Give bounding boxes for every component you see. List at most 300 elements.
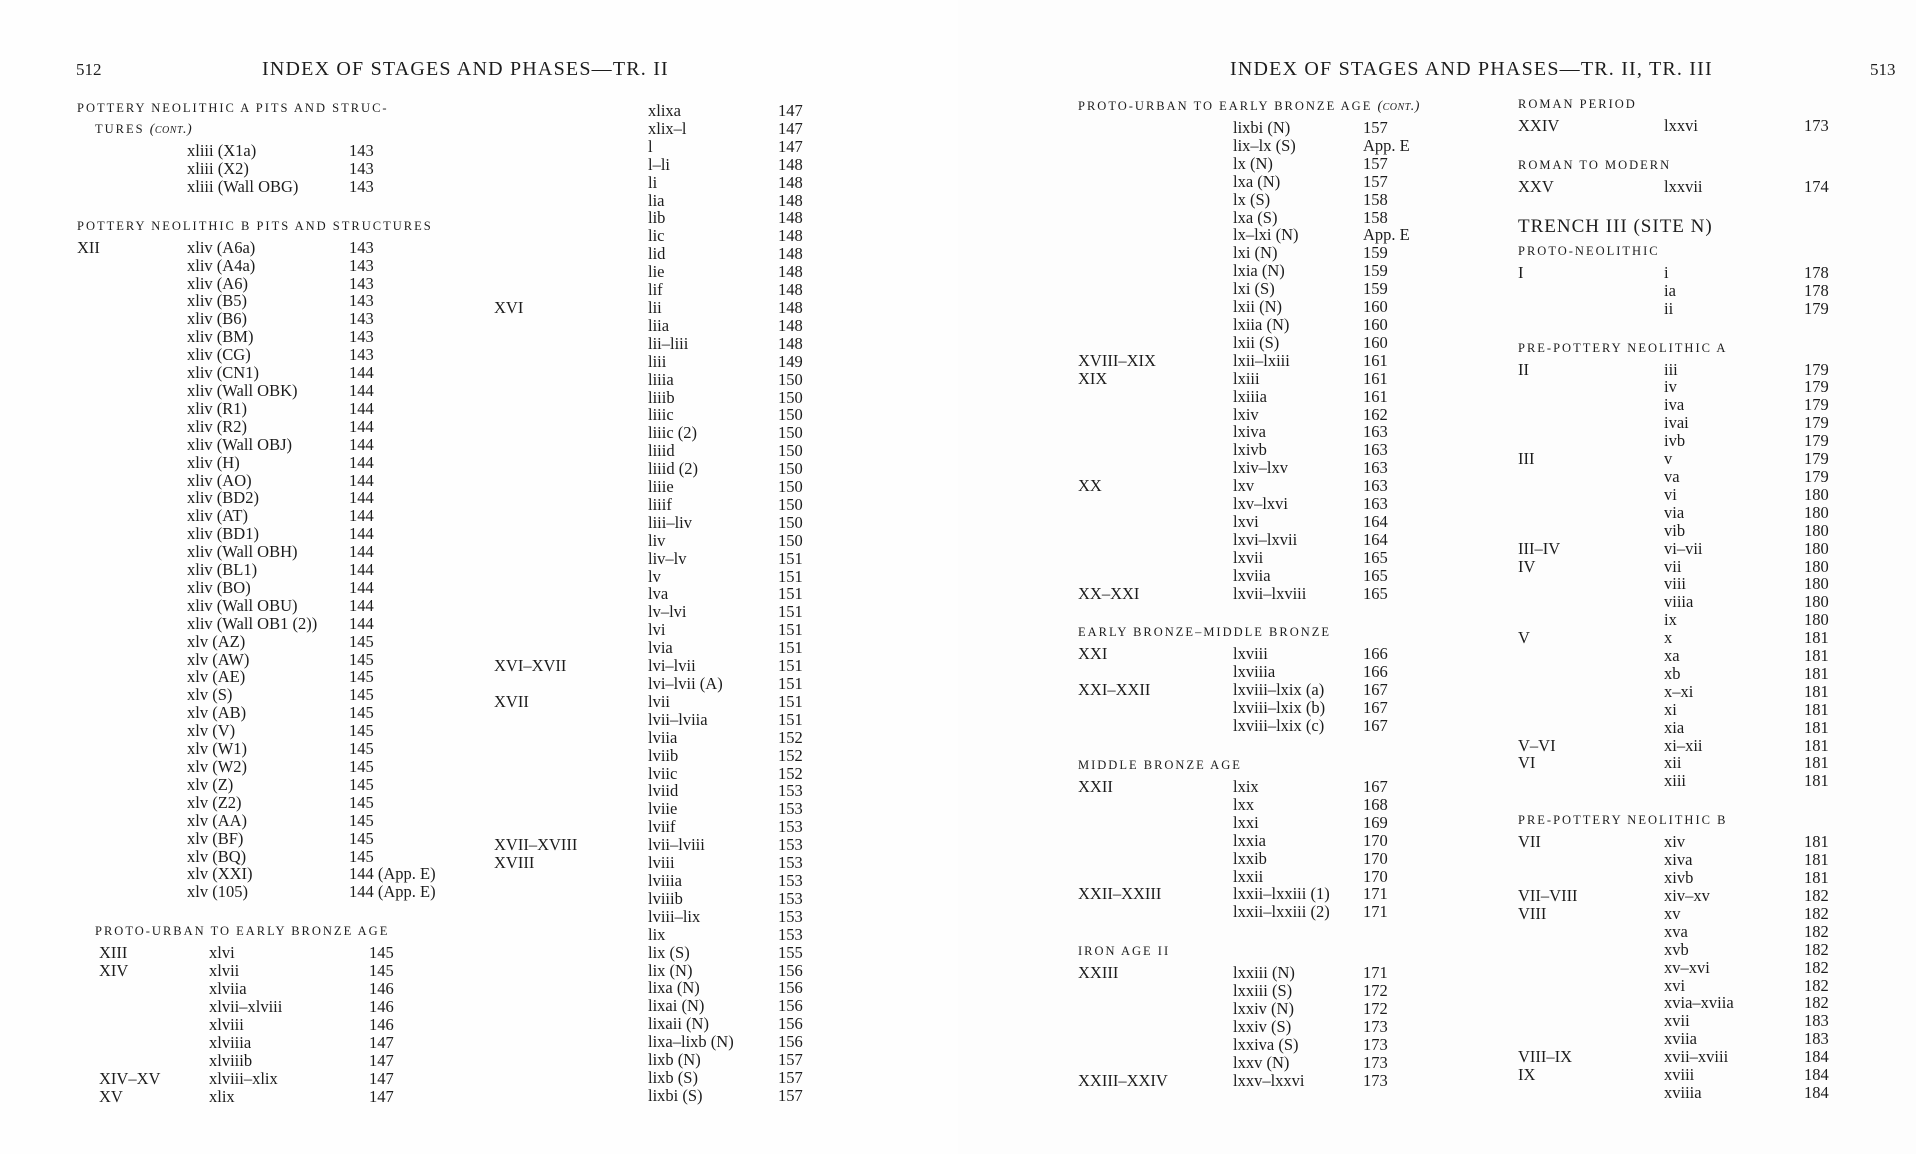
- page-cell: 150: [778, 459, 803, 479]
- page-cell: 145: [349, 649, 374, 669]
- page-cell: 167: [1363, 680, 1388, 700]
- section-heading-text: PROTO-URBAN TO EARLY BRONZE AGE: [1078, 99, 1373, 113]
- phase-cell: xliii (Wall OBG): [187, 176, 299, 196]
- stage-cell: [494, 1015, 648, 1033]
- page-cell: 159: [1363, 279, 1388, 299]
- index-row: [1078, 298, 1443, 316]
- page-cell: 165: [1363, 583, 1388, 603]
- index-block: [77, 218, 489, 902]
- phase-cell: lxxii–lxxiii (1): [1233, 884, 1330, 904]
- rows: [1078, 964, 1443, 1089]
- page-cell: 144: [349, 363, 374, 383]
- phase-cell: lvii–lviia: [648, 709, 708, 729]
- stage-cell: [77, 561, 187, 579]
- stage-cell: [1078, 298, 1233, 316]
- page-cell: 184: [1804, 1065, 1829, 1085]
- stage-cell: [494, 353, 648, 371]
- page-cell: 153: [778, 817, 803, 837]
- index-row: [1078, 244, 1443, 262]
- phase-cell: lxxvii: [1664, 176, 1703, 196]
- index-row: [1518, 178, 1864, 196]
- page-cell: 150: [778, 512, 803, 532]
- stage-cell: [1518, 396, 1664, 414]
- stage-cell: [494, 890, 648, 908]
- stage-cell: [77, 436, 187, 454]
- stage-cell: [1078, 155, 1233, 173]
- stage-cell: [1078, 406, 1233, 424]
- page-cell: 180: [1804, 556, 1829, 576]
- stage-cell: XXII–XXIII: [1078, 884, 1162, 904]
- stage-cell: [1078, 244, 1233, 262]
- phase-cell: lxxv (N): [1233, 1052, 1290, 1072]
- stage-cell: [1078, 832, 1233, 850]
- phase-cell: xlv (AZ): [187, 631, 246, 651]
- stage-cell: [1078, 1036, 1233, 1054]
- phase-cell: xviia: [1664, 1029, 1697, 1049]
- phase-cell: lvi: [648, 620, 666, 640]
- page-cell: 145: [349, 757, 374, 776]
- index-row: [494, 1015, 838, 1033]
- page-cell: 157: [1363, 118, 1388, 137]
- index-row: [1078, 316, 1443, 334]
- page-cell: 144: [349, 398, 374, 418]
- page-cell: 151: [778, 674, 803, 693]
- continued-label: (cont.): [1377, 99, 1420, 114]
- stage-cell: [1078, 513, 1233, 531]
- index-block: [1078, 757, 1443, 921]
- index-row: [494, 908, 838, 926]
- stage-cell: [77, 758, 187, 776]
- phase-cell: lviic: [648, 763, 678, 783]
- index-row: [77, 776, 489, 794]
- stage-cell: [1078, 567, 1233, 585]
- page-cell: 180: [1804, 610, 1829, 630]
- phase-cell: lxxv–lxxvi: [1233, 1070, 1305, 1090]
- phase-cell: lif: [648, 280, 663, 300]
- page-cell: 163: [1363, 494, 1388, 514]
- page-cell: 184: [1804, 1082, 1829, 1102]
- index-row: [77, 579, 489, 597]
- phase-cell: lxv: [1233, 476, 1255, 496]
- index-row: [1078, 814, 1443, 832]
- index-row: [1078, 191, 1443, 209]
- page-cell: 182: [1804, 975, 1829, 995]
- page-cell: 143: [349, 158, 374, 178]
- stage-cell: [1518, 282, 1664, 300]
- stage-cell: [77, 275, 187, 293]
- page-cell: 143: [349, 176, 374, 196]
- index-row: [1078, 549, 1443, 567]
- page-number-right: 513: [1870, 60, 1896, 79]
- stage-cell: [1078, 814, 1233, 832]
- stage-cell: [494, 138, 648, 156]
- phase-cell: xv–xvi: [1664, 957, 1710, 977]
- phase-cell: lxxi: [1233, 812, 1259, 832]
- index-row: [1078, 1000, 1443, 1018]
- index-row: [1518, 611, 1864, 629]
- page-cell: 153: [778, 906, 803, 926]
- index-row: [1518, 468, 1864, 486]
- page-cell: 159: [1363, 243, 1388, 263]
- stage-cell: [494, 174, 648, 192]
- page-cell: 146: [369, 979, 394, 999]
- phase-cell: lxii (N): [1233, 297, 1283, 317]
- index-row: [1078, 334, 1443, 352]
- section-heading-text: IRON AGE II: [1078, 944, 1171, 959]
- phase-cell: lia: [648, 190, 665, 210]
- page-cell: 180: [1804, 592, 1829, 612]
- page-cell: 161: [1363, 386, 1388, 406]
- page-cell: 180: [1804, 574, 1829, 594]
- phase-cell: xiii: [1664, 771, 1687, 791]
- page-cell: 172: [1363, 981, 1388, 1001]
- index-row: [1078, 226, 1443, 244]
- index-row: [1078, 1018, 1443, 1036]
- index-row: [1078, 406, 1443, 424]
- index-row: [77, 525, 489, 543]
- stage-cell: XVI–XVII: [494, 656, 567, 676]
- index-row: [99, 1016, 489, 1034]
- rows: [77, 142, 489, 196]
- index-row: [1518, 1066, 1864, 1084]
- index-row: [77, 722, 489, 740]
- stage-cell: [494, 371, 648, 389]
- page-cell: 153: [778, 799, 803, 819]
- page-cell: 148: [778, 172, 803, 192]
- page-cell: 166: [1363, 662, 1388, 682]
- index-row: [494, 281, 838, 299]
- index-row: [77, 142, 489, 160]
- stage-cell: [77, 722, 187, 740]
- running-head-left: INDEX OF STAGES AND PHASES—TR. II: [262, 58, 669, 80]
- rows: [1078, 778, 1443, 921]
- stage-cell: XII: [77, 237, 100, 257]
- phase-cell: xiv–xv: [1664, 886, 1710, 905]
- index-row: [99, 1052, 489, 1070]
- section-heading: [1518, 340, 1864, 357]
- page-cell: 151: [778, 709, 803, 729]
- index-row: [1518, 737, 1864, 755]
- stage-cell: [1518, 994, 1664, 1012]
- stage-cell: [77, 507, 187, 525]
- stage-cell: [77, 865, 187, 883]
- stage-cell: XVIII: [494, 853, 535, 873]
- index-block: [77, 100, 489, 196]
- phase-cell: lxviii: [1233, 644, 1268, 664]
- stage-cell: [77, 178, 187, 196]
- index-row: [494, 603, 838, 621]
- page-cell: 181: [1804, 771, 1829, 791]
- running-head-right: INDEX OF STAGES AND PHASES—TR. II, TR. III: [1230, 58, 1713, 80]
- index-row: [1518, 504, 1864, 522]
- page-cell: 148: [778, 280, 803, 300]
- stage-cell: [1078, 441, 1233, 459]
- index-row: [77, 597, 489, 615]
- phase-cell: vi–vii: [1664, 538, 1703, 558]
- stage-cell: [494, 1051, 648, 1069]
- index-row: [1518, 540, 1864, 558]
- phase-cell: xvb: [1664, 939, 1689, 959]
- page-cell: 168: [1363, 794, 1388, 814]
- phase-cell: xvia–xviia: [1664, 993, 1734, 1013]
- stage-cell: [1078, 388, 1233, 406]
- index-row: [77, 686, 489, 704]
- page-cell: 172: [1363, 999, 1388, 1019]
- page-cell: 170: [1363, 866, 1388, 886]
- page-cell: 150: [778, 441, 803, 461]
- page-cell: 143: [349, 273, 374, 293]
- section-heading: [1078, 98, 1443, 115]
- section-heading: [77, 923, 489, 940]
- section-heading-text: ROMAN TO MODERN: [1518, 157, 1672, 172]
- stage-cell: [494, 317, 648, 335]
- index-row: [1518, 833, 1864, 851]
- phase-cell: vib: [1664, 520, 1686, 540]
- index-row: [494, 156, 838, 174]
- index-row: [1078, 964, 1443, 982]
- phase-cell: xa: [1664, 646, 1680, 666]
- phase-cell: ii: [1664, 298, 1674, 318]
- page-cell: 144: [349, 452, 374, 472]
- stage-cell: [494, 227, 648, 245]
- page-cell: 173: [1363, 1052, 1388, 1072]
- phase-cell: liv: [648, 530, 666, 550]
- stage-cell: [77, 160, 187, 178]
- page-cell: 158: [1363, 189, 1388, 209]
- index-row: [494, 639, 838, 657]
- phase-cell: lviib: [648, 745, 679, 765]
- page-cell: 151: [778, 691, 803, 711]
- page-cell: 148: [778, 244, 803, 264]
- stage-cell: [1078, 699, 1233, 717]
- stage-cell: [494, 800, 648, 818]
- phase-cell: lxviiia: [1233, 662, 1276, 682]
- section-heading-text: TURES: [95, 122, 145, 136]
- stage-cell: [1518, 851, 1664, 869]
- stage-cell: XIII: [99, 943, 128, 963]
- index-row: [1518, 264, 1864, 282]
- page-cell: 167: [1363, 716, 1388, 736]
- phase-cell: liiid: [648, 441, 675, 461]
- stage-cell: [77, 328, 187, 346]
- phase-cell: x: [1664, 628, 1673, 648]
- index-row: [1078, 796, 1443, 814]
- index-row: [494, 568, 838, 586]
- page-cell: 144: [349, 488, 374, 508]
- stage-cell: [494, 818, 648, 836]
- page-cell: 182: [1804, 886, 1829, 905]
- stage-cell: [494, 281, 648, 299]
- page-cell: 147: [778, 101, 803, 120]
- phase-cell: xi: [1664, 699, 1677, 719]
- phase-cell: lv: [648, 566, 661, 586]
- phase-cell: xlv (AB): [187, 703, 247, 723]
- page-cell: 143: [349, 255, 374, 275]
- phase-cell: xlv (BF): [187, 828, 244, 848]
- index-row: [494, 406, 838, 424]
- phase-cell: xliv (Wall OBU): [187, 595, 298, 615]
- page-cell: 157: [778, 1067, 803, 1087]
- page-cell: 152: [778, 727, 803, 747]
- stage-cell: [1078, 663, 1233, 681]
- phase-cell: xlv (BQ): [187, 846, 247, 866]
- page-cell: 181: [1804, 735, 1829, 755]
- phase-cell: liiie: [648, 477, 674, 497]
- stage-cell: [494, 1069, 648, 1087]
- index-row: [1518, 361, 1864, 379]
- stage-cell: [99, 998, 209, 1016]
- index-row: [1518, 396, 1864, 414]
- section-heading-text: POTTERY NEOLITHIC A PITS AND STRUC-: [77, 101, 389, 115]
- phase-cell: lxvi: [1233, 511, 1259, 531]
- phase-cell: lxi (S): [1233, 279, 1275, 299]
- stage-cell: [494, 120, 648, 138]
- stage-cell: [77, 257, 187, 275]
- index-row: [77, 364, 489, 382]
- stage-cell: VII: [1518, 832, 1541, 852]
- page-cell: 145: [369, 943, 394, 963]
- phase-cell: lix (S): [648, 942, 690, 962]
- stage-cell: [77, 525, 187, 543]
- stage-cell: [77, 794, 187, 812]
- stage-cell: [1518, 1012, 1664, 1030]
- page-cell: 153: [778, 924, 803, 944]
- stage-cell: [1078, 850, 1233, 868]
- index-row: [494, 1051, 838, 1069]
- phase-cell: ia: [1664, 280, 1676, 300]
- page-cell: 163: [1363, 440, 1388, 460]
- phase-cell: lxivb: [1233, 440, 1267, 460]
- page-cell: 181: [1804, 850, 1829, 870]
- phase-cell: viiia: [1664, 592, 1694, 612]
- phase-cell: lxxiv (S): [1233, 1016, 1292, 1036]
- stage-cell: [1078, 495, 1233, 513]
- page-cell: 147: [369, 1050, 394, 1070]
- stage-cell: [1518, 719, 1664, 737]
- stage-cell: XXIII: [1078, 963, 1119, 983]
- phase-cell: lxa (N): [1233, 171, 1281, 191]
- index-row: [494, 353, 838, 371]
- page-cell: 148: [778, 208, 803, 228]
- phase-cell: xliv (B5): [187, 291, 248, 311]
- page-cell: 173: [1363, 1070, 1388, 1090]
- phase-cell: xliv (Wall OBJ): [187, 434, 292, 454]
- page-cell: 148: [778, 315, 803, 335]
- phase-cell: lv–lvi: [648, 602, 687, 622]
- index-row: [77, 400, 489, 418]
- stage-cell: [494, 621, 648, 639]
- page-cell: 182: [1804, 921, 1829, 941]
- stage-cell: XX: [1078, 476, 1102, 496]
- stage-cell: [1078, 137, 1233, 155]
- stage-cell: XXV: [1518, 176, 1554, 196]
- index-row: [1518, 522, 1864, 540]
- index-row: [77, 454, 489, 472]
- index-row: [77, 310, 489, 328]
- stage-cell: [494, 424, 648, 442]
- stage-cell: XVII–XVIII: [494, 835, 578, 855]
- stage-cell: VI: [1518, 753, 1536, 773]
- index-row: [494, 496, 838, 514]
- rows: [77, 944, 489, 1105]
- index-row: [1078, 477, 1443, 495]
- page-cell: 156: [778, 960, 803, 980]
- phase-cell: li: [648, 172, 658, 192]
- page-cell: 161: [1363, 368, 1388, 388]
- index-row: [77, 436, 489, 454]
- page-cell: 183: [1804, 1011, 1829, 1031]
- index-row: [494, 209, 838, 227]
- phase-cell: xliv (Wall OBK): [187, 380, 298, 400]
- page-cell: 164: [1363, 511, 1388, 531]
- phase-cell: xb: [1664, 663, 1681, 683]
- index-row: [1518, 282, 1864, 300]
- page-cell: 179: [1804, 449, 1829, 469]
- page-cell: 171: [1363, 884, 1388, 904]
- stage-cell: XIV: [99, 961, 129, 981]
- phase-cell: xlv (Z): [187, 774, 234, 794]
- page-cell: 145: [349, 774, 374, 794]
- page-cell: 144: [349, 560, 374, 580]
- phase-cell: xliv (R1): [187, 398, 248, 418]
- stage-cell: [494, 263, 648, 281]
- page-cell: 143: [349, 327, 374, 347]
- page-cell: 144: [349, 434, 374, 454]
- page-cell: 151: [778, 566, 803, 586]
- index-row: [494, 1087, 838, 1105]
- index-row: [99, 1088, 489, 1106]
- stage-cell: [1078, 316, 1233, 334]
- page-cell: 162: [1363, 404, 1388, 424]
- index-row: [1078, 778, 1443, 796]
- phase-cell: lix–lx (S): [1233, 135, 1296, 155]
- stage-cell: [1078, 982, 1233, 1000]
- phase-cell: i: [1664, 262, 1669, 282]
- phase-cell: liv–lv: [648, 548, 687, 568]
- phase-cell: lx (N): [1233, 153, 1273, 173]
- phase-cell: va: [1664, 466, 1680, 486]
- page-cell: 153: [778, 888, 803, 908]
- stage-cell: [494, 389, 648, 407]
- stage-cell: [494, 926, 648, 944]
- page-cell: 145: [349, 810, 374, 830]
- stage-cell: VIII–IX: [1518, 1047, 1573, 1067]
- phase-cell: xlvi: [209, 943, 235, 963]
- index-row: [77, 758, 489, 776]
- index-row: [494, 657, 838, 675]
- section-heading-text: PRE-POTTERY NEOLITHIC B: [1518, 813, 1728, 828]
- phase-cell: xliii (X2): [187, 158, 249, 178]
- page-cell: 144: [349, 380, 374, 400]
- page-cell: 163: [1363, 458, 1388, 478]
- phase-cell: xliv (BM): [187, 327, 254, 347]
- rows: [1078, 119, 1443, 602]
- index-row: [77, 257, 489, 275]
- stage-cell: [1078, 119, 1233, 137]
- page-cell: 178: [1804, 262, 1829, 282]
- stage-cell: [1518, 923, 1664, 941]
- index-row: [77, 633, 489, 651]
- index-row: [494, 299, 838, 317]
- index-row: [1078, 352, 1443, 370]
- index-row: [1078, 155, 1443, 173]
- stage-cell: [1078, 531, 1233, 549]
- stage-cell: [1518, 647, 1664, 665]
- index-row: [494, 102, 838, 120]
- index-row: [77, 561, 489, 579]
- index-row: [1078, 173, 1443, 191]
- stage-cell: [77, 579, 187, 597]
